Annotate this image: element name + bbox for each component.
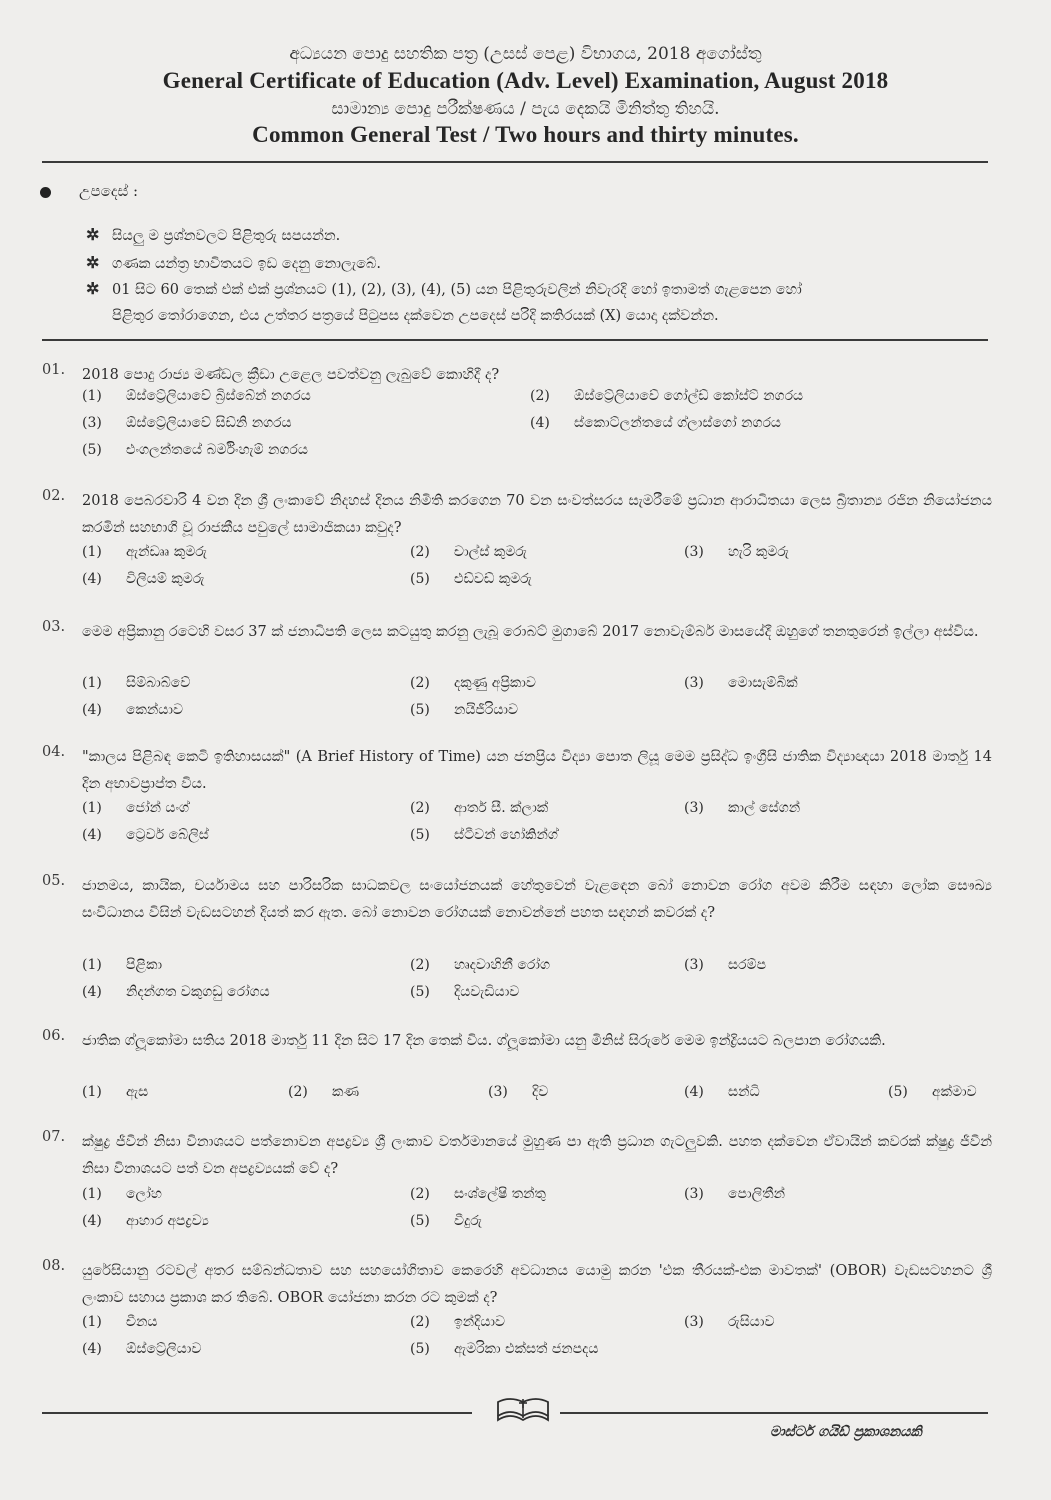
question-number: 07. <box>42 1129 66 1145</box>
question-text: 2018 පොදු රාජ්‍ය මණ්ඩල ක්‍රීඩා උළෙල පවත්වනු ලැබුවේ කොහිදී ද? <box>82 367 500 383</box>
option: (3) මොසැම්බික් <box>684 675 798 691</box>
option: (5) එංගලන්තයේ බර්මිංහැම් නගරය <box>82 442 308 458</box>
option: (4) නිදන්ගත වකුගඩු රෝගය <box>82 984 270 1000</box>
option: (5) ස්ටීවන් හෝකින්ග් <box>410 827 558 843</box>
option: (1) චීනය <box>82 1314 158 1330</box>
question-number: 03. <box>42 619 66 635</box>
question-text: යුරේසියානු රටවල් අතර සම්බන්ධතාව සහ සහයෝගිතාව කෙරෙහි අවධානය යොමු කරන 'එක තීරයක්-එක මාවතක්' (OBOR) වැඩසටහනට ශ්‍රී ලංකාව සහාය ප්‍රකාශ කර තිබේ. OBOR යෝජනා කරන රට කුමක් ද? <box>82 1263 992 1306</box>
option: (2) චාල්ස් කුමරු <box>410 544 528 560</box>
option: (2) සංශ්ලේෂි තන්තු <box>410 1186 546 1202</box>
instruction-item: ✲ සියලු ම ප්‍රශ්නවලට පිළිතුරු සපයන්න. <box>86 222 991 249</box>
option: (1) ලෝහ <box>82 1186 162 1202</box>
option: (3) හැරි කුමරු <box>684 544 789 560</box>
option: (3) සරම්ප <box>684 957 767 973</box>
option: (3) ඕස්ට්‍රේලියාවේ සිඩ්නි නගරය <box>82 415 292 431</box>
question-text: ජාතික ග්ලූකෝමා සතිය 2018 මාර්තු 11 දින සිට 17 දින තෙක් විය. ග්ලූකෝමා යනු මිනිස් සිරුරේ මෙම ඉන්ද්‍රියයට බලපාන රෝගයකි. <box>82 1033 886 1049</box>
header-english-title: General Certificate of Education (Adv. Level) Examination, August 2018 <box>162 68 889 93</box>
option: (4) ආහාර අපද්‍රව්‍ය <box>82 1213 209 1229</box>
question-number: 02. <box>42 488 66 504</box>
question-text: ක්ෂුද්‍ර ජීවීන් නිසා විනාශයට පත්නොවන අපද්‍රව්‍ය ශ්‍රී ලංකාව වර්තමානයේ මුහුණ පා ඇති ප්‍රධාන ගැටලුවකි. පහත දක්වෙන ඒවායින් කවරක් ක්ෂුද්‍ර ජීවීන් නිසා විනාශයට පත් වන අපද්‍රව්‍යයක් වේ ද? <box>82 1134 992 1177</box>
footer-rule-left <box>42 1412 472 1414</box>
question-number: 01. <box>42 362 66 378</box>
question-number: 04. <box>42 744 66 760</box>
header-sinhala-title: අධ්‍යයන පොදු සහතික පත්‍ර (උසස් පෙළ) විභාගය, 2018 අගෝස්තු <box>289 44 762 64</box>
question-number: 08. <box>42 1258 66 1274</box>
option: (5) අක්මාව <box>888 1084 977 1100</box>
footer-rule-right <box>560 1412 988 1414</box>
option: (4) සන්ධි <box>684 1084 760 1100</box>
header-sinhala-subtitle: සාමාන්‍ය පොදු පරීක්ෂණය / පැය දෙකයි මිනිත්තු තිහයි. <box>331 99 720 119</box>
option: (2) ආතර් සී. ක්ලාක් <box>410 800 549 816</box>
option: (1) සිම්බාබ්වේ <box>82 675 191 691</box>
question-text: "කාලය පිළිබඳ කෙටි ඉතිහාසයක්" (A Brief History of Time) යන ජනප්‍රිය විද්‍යා පොත ලියූ මෙම ප්‍රසිද්ධ ඉංග්‍රීසි ජාතික විද්‍යාඥයා 2018 මාර්තු 14 දින අභාවප්‍රාප්ත විය. <box>82 749 992 792</box>
divider-top <box>42 161 988 163</box>
option: (5) වීදුරු <box>410 1213 482 1229</box>
option: (5) දියවැඩියාව <box>410 984 520 1000</box>
divider-instructions <box>42 339 988 341</box>
question-text: 2018 පෙබරවාරි 4 වන දින ශ්‍රී ලංකාවේ නිදහස් දිනය නිමිති කරගෙන 70 වන සංවත්සරය සැමරීමේ ප්‍රධාන ආරාධිතයා ලෙස බ්‍රිතාන්‍ය රජින නියෝජනය කරමින් සහභාගි වූ රාජකීය පවුලේ සාමාජිකයා කවුද? <box>82 493 992 536</box>
option: (4) විලියම් කුමරු <box>82 571 205 587</box>
question-number: 06. <box>42 1028 66 1044</box>
bullet-icon <box>40 187 51 198</box>
option: (5) එඩ්වඩ් කුමරු <box>410 571 532 587</box>
asterisk-icon: ✲ <box>86 225 100 244</box>
option: (1) ජෝන් යංග් <box>82 800 190 816</box>
instruction-item: ✲ 01 සිට 60 තෙක් එක් එක් ප්‍රශ්නයට (1), (2), (3), (4), (5) යන පිළිතුරුවලින් නිවැරදි හෝ ඉතාමත් ගැළපෙන හෝ පිළිතුර තෝරාගෙන, එය උත්තර පත්‍රයේ පිටුපස දක්වෙන උපදෙස් පරිදි කතිරයක් (X) යොදා දක්වන්න. <box>86 276 991 329</box>
option: (1) ඇන්ඩෲ කුමරු <box>82 544 208 560</box>
option: (1) ඇස <box>82 1084 149 1100</box>
question-text: මෙම අප්‍රිකානු රටෙහි වසර 37 ක් ජනාධිපති ලෙස කටයුතු කරනු ලැබූ රොබට් මුගාබේ 2017 නොවැම්බර් මාසයේදී ඔහුගේ තනතුරෙන් ඉල්ලා අස්විය. <box>82 624 979 640</box>
option: (2) දකුණු අප්‍රිකාව <box>410 675 536 691</box>
option: (3) කාල් සේගන් <box>684 800 801 816</box>
option: (2) හෘදවාහිනී රෝග <box>410 957 550 973</box>
option: (3) දිව <box>488 1084 549 1100</box>
option: (3) රුසියාව <box>684 1314 775 1330</box>
asterisk-icon: ✲ <box>86 279 100 298</box>
option: (5) ඇමරිකා එක්සත් ජනපදය <box>410 1341 599 1357</box>
option: (2) ඉන්දියාව <box>410 1314 506 1330</box>
asterisk-icon: ✲ <box>86 253 100 272</box>
option: (2) කණ <box>288 1084 360 1100</box>
option: (4) ට්‍රෙවර් බේලිස් <box>82 827 209 843</box>
option: (4) ස්කොට්ලන්තයේ ග්ලාස්ගෝ නගරය <box>530 415 781 431</box>
option: (2) ඕස්ට්‍රේලියාවේ ගෝල්ඩ් කෝස්ට් නගරය <box>530 388 804 404</box>
option: (1) පිළිකා <box>82 957 163 973</box>
header-english-subtitle: Common General Test / Two hours and thirty minutes. <box>252 122 799 147</box>
option: (1) ඕස්ට්‍රේලියාවේ බ්‍රිස්බේන් නගරය <box>82 388 311 404</box>
open-book-cross-icon <box>494 1394 552 1424</box>
option: (5) නයිජීරියාව <box>410 702 519 718</box>
question-number: 05. <box>42 873 66 889</box>
option: (4) ඕස්ට්‍රේලියාව <box>82 1341 202 1357</box>
question-text: ජානමය, කායික, චර්යාමය සහ පාරිසරික සාධකවල සංයෝජනයක් හේතුවෙන් වැළඳෙන බෝ නොවන රෝග අවම කිරීම සඳහා ලෝක සෞඛ්‍ය සංවිධානය විසින් වැඩසටහන් දියත් කර ඇත. බෝ නොවන රෝගයක් නොවන්නේ පහත සඳහන් කවරක් ද? <box>82 878 992 921</box>
publisher-label: මාස්ටර් ගයිඩ් ප්‍රකාශනයකි <box>770 1424 922 1440</box>
instructions-heading: උපදෙස් : <box>40 182 138 200</box>
option: (3) පොලිතීන් <box>684 1186 786 1202</box>
instruction-item: ✲ ගණක යන්ත්‍ර භාවිතයට ඉඩ දෙනු නොලැබේ. <box>86 250 991 277</box>
option: (4) කෙන්යාව <box>82 702 184 718</box>
